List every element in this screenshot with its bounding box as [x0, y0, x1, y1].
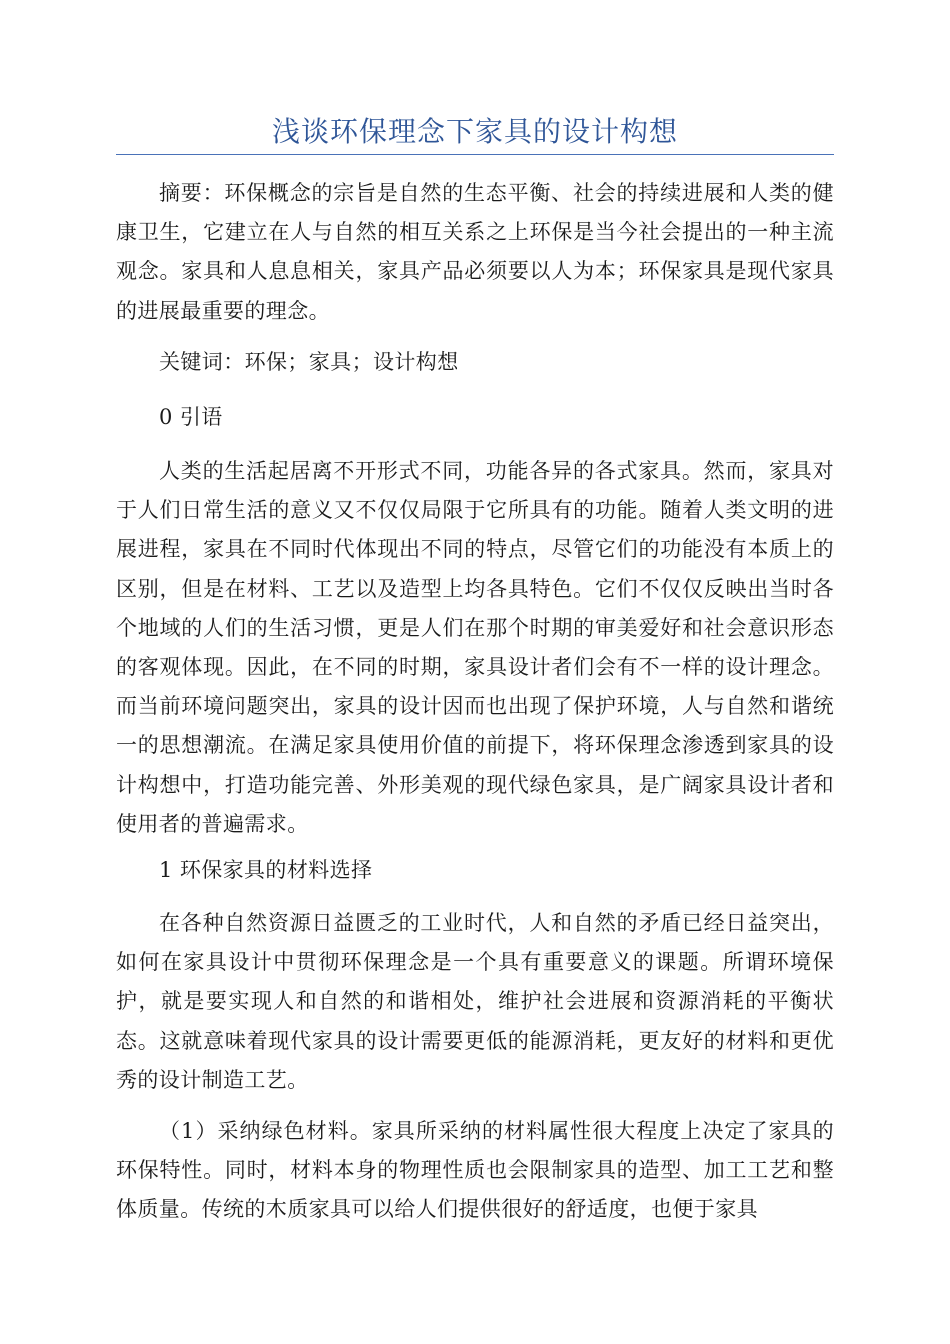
document-title: 浅谈环保理念下家具的设计构想: [271, 115, 678, 148]
section-heading-intro: 0 引语: [159, 405, 223, 429]
keywords-line: 关键词：环保；家具；设计构想: [159, 350, 459, 374]
abstract-paragraph: 摘要：环保概念的宗旨是自然的生态平衡、社会的持续进展和人类的健康卫生，它建立在人与自然的相互关系之上环保是当今社会提出的一种主流观念。家具和人息息相关，家具产品必须要以人为本；环保家具是现代家具的进展最重要的理念。: [116, 181, 834, 323]
materials-paragraph: 在各种自然资源日益匮乏的工业时代，人和自然的矛盾已经日益突出，如何在家具设计中贯彻环保理念是一个具有重要意义的课题。所谓环境保护，就是要实现人和自然的和谐相处，维护社会进展和资源消耗的平衡状态。这就意味着现代家具的设计需要更低的能源消耗，更友好的材料和更优秀的设计制造工艺。: [116, 911, 834, 1092]
section-heading-materials: 1 环保家具的材料选择: [159, 858, 373, 882]
intro-paragraph: 人类的生活起居离不开形式不同，功能各异的各式家具。然而，家具对于人们日常生活的意义又不仅仅局限于它所具有的功能。随着人类文明的进展进程，家具在不同时代体现出不同的特点，尽管它们的功能没有本质上的区别，但是在材料、工艺以及造型上均各具特色。它们不仅仅反映出当时各个地域的人们的生活习惯，更是人们在那个时期的审美爱好和社会意识形态的客观体现。因此，在不同的时期，家具设计者们会有不一样的设计理念。而当前环境问题突出，家具的设计因而也出现了保护环境，人与自然和谐统一的思想潮流。在满足家具使用价值的前提下，将环保理念渗透到家具的设计构想中，打造功能完善、外形美观的现代绿色家具，是广阔家具设计者和使用者的普遍需求。: [116, 459, 834, 836]
title-underline: [116, 154, 834, 155]
green-materials-paragraph: （1）采纳绿色材料。家具所采纳的材料属性很大程度上决定了家具的环保特性。同时，材料本身的物理性质也会限制家具的造型、加工工艺和整体质量。传统的木质家具可以给人们提供很好的舒适度，也便于家具: [116, 1119, 834, 1222]
